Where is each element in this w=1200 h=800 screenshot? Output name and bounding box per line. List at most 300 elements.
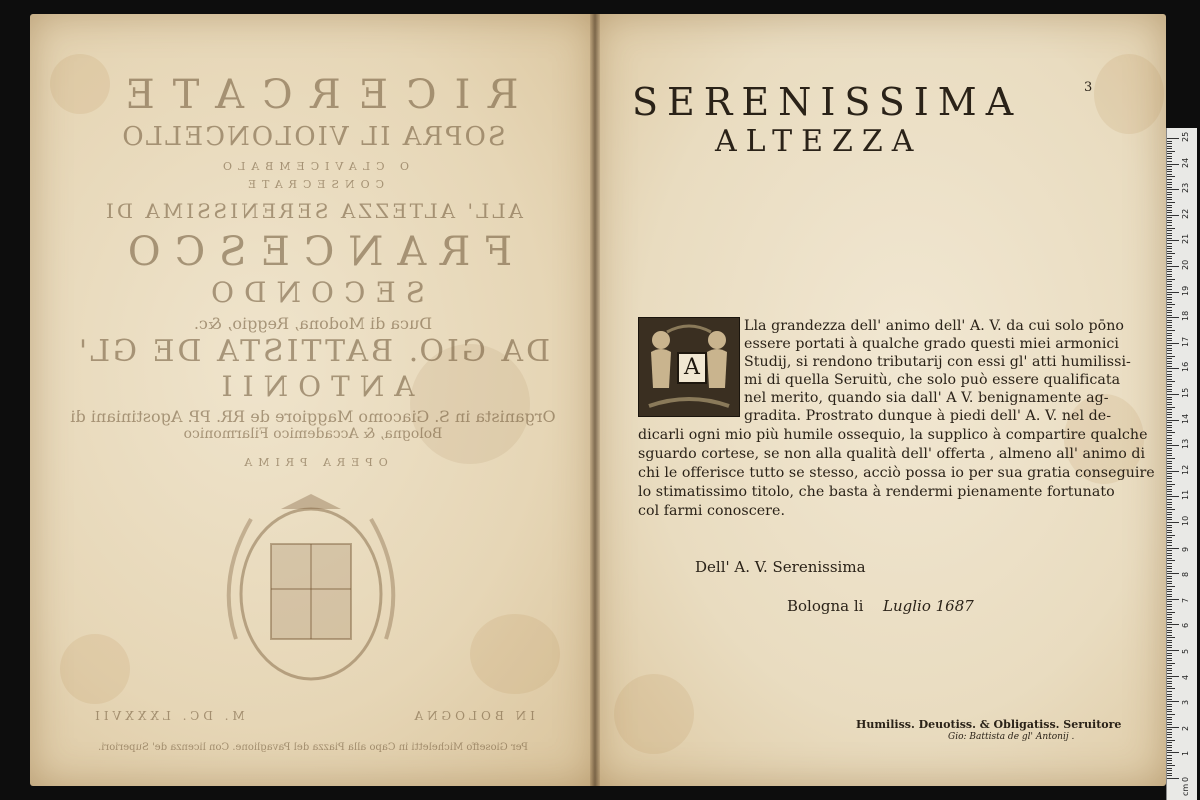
ruler-tick (1167, 368, 1179, 369)
ruler-tick (1167, 294, 1172, 295)
ruler-tick (1167, 258, 1172, 259)
ruler-tick (1167, 205, 1172, 206)
ruler-tick (1167, 481, 1172, 482)
ruler-tick (1167, 653, 1172, 654)
ruler-tick (1167, 612, 1175, 613)
ruler-tick (1167, 591, 1172, 592)
ruler-tick (1167, 394, 1179, 395)
ruler-tick (1167, 414, 1172, 415)
ghost-year: M. DC. LXXXVII (91, 709, 245, 723)
ruler-tick (1167, 747, 1172, 748)
ruler-tick (1167, 263, 1172, 264)
ruler-tick (1167, 727, 1179, 728)
ruler-label: 5 (1181, 648, 1190, 654)
ruler-tick (1167, 545, 1172, 546)
ruler-tick (1167, 279, 1175, 280)
ruler-tick (1167, 327, 1172, 328)
ruler-label: 15 (1181, 387, 1190, 398)
ruler-tick (1167, 630, 1172, 631)
ruler-label: 4 (1181, 674, 1190, 680)
ruler-tick (1167, 768, 1172, 769)
ruler-tick (1167, 699, 1172, 700)
ruler-tick (1167, 179, 1172, 180)
ruler-tick (1167, 407, 1175, 408)
coat-of-arms-icon (196, 489, 426, 689)
ruler-tick (1167, 302, 1172, 303)
ruler-label: 10 (1181, 515, 1190, 526)
ruler-tick (1167, 453, 1172, 454)
ruler-tick (1167, 673, 1172, 674)
ruler-tick (1167, 468, 1172, 469)
ruler-tick (1167, 176, 1175, 177)
ruler-tick (1167, 645, 1172, 646)
ruler-tick (1167, 440, 1172, 441)
ruler-tick (1167, 432, 1175, 433)
book-gutter (590, 14, 600, 786)
ruler-tick (1167, 374, 1172, 375)
ruler-tick (1167, 489, 1172, 490)
ruler-tick (1167, 379, 1172, 380)
ruler-tick (1167, 637, 1175, 638)
ghost-small-line2: CONSECRATE (241, 178, 385, 191)
ruler-tick (1167, 356, 1175, 357)
ruler-label: 13 (1181, 439, 1190, 450)
ruler-tick (1167, 681, 1172, 682)
ghost-title-line1: RICERCATE (107, 72, 519, 118)
body-line: Studij, si rendono tributarij con essi gl' atti humilissi- (744, 354, 1131, 370)
ruler-tick (1167, 169, 1172, 170)
ruler-tick (1167, 512, 1172, 513)
ruler-tick (1167, 701, 1179, 702)
ruler-tick (1167, 366, 1172, 367)
ruler-tick (1167, 555, 1172, 556)
ruler-tick (1167, 665, 1172, 666)
ruler-tick (1167, 535, 1175, 536)
decorated-initial (638, 317, 740, 417)
ruler-tick (1167, 496, 1179, 497)
ruler-tick (1167, 251, 1172, 252)
ruler-tick (1167, 773, 1172, 774)
ghost-author-line1: DA GIO. BATTISTA DE GL' (75, 334, 551, 369)
ruler-tick (1167, 722, 1172, 723)
ruler-tick (1167, 315, 1172, 316)
ruler-tick (1167, 261, 1172, 262)
ruler-tick (1167, 724, 1172, 725)
ruler-tick (1167, 207, 1172, 208)
ruler-tick (1167, 573, 1179, 574)
ruler-label: 24 (1181, 157, 1190, 168)
ruler-tick (1167, 765, 1175, 766)
body-line: essere portati à qualche grado questi miei armonici (744, 336, 1120, 352)
ruler-tick (1167, 532, 1172, 533)
ruler-tick (1167, 601, 1172, 602)
ruler-tick (1167, 566, 1172, 567)
ruler-tick (1167, 194, 1172, 195)
ruler-tick (1167, 668, 1172, 669)
ruler-tick (1167, 274, 1172, 275)
ruler-tick (1167, 576, 1172, 577)
ruler-tick (1167, 530, 1172, 531)
ruler-tick (1167, 594, 1172, 595)
ruler-tick (1167, 581, 1172, 582)
ruler-tick (1167, 691, 1172, 692)
ruler-label: 7 (1181, 597, 1190, 603)
ruler-tick (1167, 596, 1172, 597)
ruler-tick (1167, 299, 1172, 300)
ruler-tick (1167, 560, 1175, 561)
ruler-tick (1167, 709, 1172, 710)
ruler-tick (1167, 158, 1172, 159)
ruler-tick (1167, 143, 1172, 144)
ruler-tick (1167, 750, 1172, 751)
ruler-tick (1167, 542, 1172, 543)
body-line: mi di quella Seruitù, che solo può essere qualificata (744, 372, 1121, 388)
ruler-tick (1167, 317, 1179, 318)
ruler-label: 14 (1181, 413, 1190, 424)
ruler-tick (1167, 240, 1179, 241)
ruler-tick (1167, 642, 1172, 643)
ruler-tick (1167, 619, 1172, 620)
ruler-tick (1167, 220, 1172, 221)
ruler-tick (1167, 519, 1172, 520)
ruler-tick (1167, 304, 1175, 305)
ruler-tick (1167, 371, 1172, 372)
ruler-tick (1167, 409, 1172, 410)
initial-letter: A (677, 352, 707, 384)
ruler-tick (1167, 571, 1172, 572)
show-through-text (30, 14, 596, 786)
ruler-tick (1167, 522, 1179, 523)
ghost-organist-line2: Bologna, & Accademico Filarmonico (183, 426, 443, 442)
ruler-tick (1167, 276, 1172, 277)
ruler-tick (1167, 435, 1172, 436)
ruler-tick (1167, 269, 1172, 270)
ruler-tick (1167, 381, 1175, 382)
ruler-tick (1167, 391, 1172, 392)
ruler-tick (1167, 463, 1172, 464)
ruler-tick (1167, 589, 1172, 590)
ruler-tick (1167, 335, 1172, 336)
ruler-tick (1167, 471, 1179, 472)
ruler-tick (1167, 222, 1172, 223)
ruler-tick (1167, 202, 1175, 203)
page-heading-line1: SERENISSIMA (632, 80, 1023, 124)
ruler-tick (1167, 345, 1172, 346)
ruler-tick (1167, 399, 1172, 400)
ruler-label: 6 (1181, 623, 1190, 629)
ruler-tick (1167, 443, 1172, 444)
ruler-tick (1167, 228, 1175, 229)
ruler-tick (1167, 350, 1172, 351)
ruler-tick (1167, 174, 1172, 175)
ruler-label: 18 (1181, 311, 1190, 322)
ruler-tick (1167, 256, 1172, 257)
ghost-small-line1: O CLAVICEMBALO (217, 160, 409, 173)
ruler-tick (1167, 537, 1172, 538)
ruler-tick (1167, 466, 1172, 467)
ruler-tick (1167, 353, 1172, 354)
page-number: 3 (1084, 80, 1093, 95)
ruler-tick (1167, 614, 1172, 615)
ruler-label: 9 (1181, 546, 1190, 552)
ruler-tick (1167, 778, 1179, 779)
ruler-tick (1167, 307, 1172, 308)
printed-signature: Humiliss. Deuotiss. & Obligatiss. Seruitore (856, 718, 1122, 731)
ruler-tick (1167, 491, 1172, 492)
ghost-dedication: ALL' ALTEZZA SERENISSIMA DI (103, 199, 524, 223)
ruler-tick (1167, 146, 1172, 147)
ruler-tick (1167, 742, 1172, 743)
ruler-tick (1167, 138, 1179, 139)
ruler-tick (1167, 425, 1172, 426)
ruler-tick (1167, 563, 1172, 564)
page-heading-line2: ALTEZZA (715, 124, 923, 159)
ruler-tick (1167, 248, 1172, 249)
ruler-tick (1167, 430, 1172, 431)
ruler-tick (1167, 448, 1172, 449)
ruler-tick (1167, 775, 1172, 776)
ruler-tick (1167, 412, 1172, 413)
ruler-tick (1167, 182, 1172, 183)
ruler-tick (1167, 330, 1175, 331)
ruler-tick (1167, 292, 1179, 293)
ruler-label: 22 (1181, 208, 1190, 219)
handwritten-signature: Gio: Battista de gl' Antonij . (948, 732, 1075, 742)
ruler-tick (1167, 333, 1172, 334)
ruler-tick (1167, 658, 1172, 659)
ruler-tick (1167, 494, 1172, 495)
ruler-tick (1167, 686, 1172, 687)
ruler-tick (1167, 386, 1172, 387)
body-line: gradita. Prostrato dunque à piedi dell' A. V. nel de- (744, 408, 1112, 424)
ruler-tick (1167, 640, 1172, 641)
body-line: nel merito, quando sia dall' A V. benignamente ag- (744, 390, 1109, 406)
ruler-tick (1167, 655, 1172, 656)
ruler-tick (1167, 624, 1179, 625)
ruler-tick (1167, 670, 1172, 671)
ruler-tick (1167, 438, 1172, 439)
ruler-tick (1167, 553, 1172, 554)
ruler-tick (1167, 445, 1179, 446)
ruler-tick (1167, 420, 1179, 421)
ruler-tick (1167, 548, 1179, 549)
ruler-tick (1167, 676, 1179, 677)
ruler-tick (1167, 199, 1172, 200)
ruler-tick (1167, 740, 1175, 741)
ruler-tick (1167, 243, 1172, 244)
ruler-label: 19 (1181, 285, 1190, 296)
ruler-tick (1167, 586, 1175, 587)
ruler-tick (1167, 476, 1172, 477)
body-line: chi le offerisce tutto se stesso, acciò possa io per sua gratia conseguire (638, 465, 1155, 481)
ruler-tick (1167, 647, 1172, 648)
ruler-tick (1167, 161, 1172, 162)
ruler-tick (1167, 734, 1172, 735)
ghost-place-year (30, 709, 596, 723)
ruler-tick (1167, 148, 1172, 149)
ruler-tick (1167, 706, 1172, 707)
ghost-author-line2: ANTONII (211, 370, 415, 403)
ruler-tick (1167, 714, 1175, 715)
ruler-tick (1167, 151, 1175, 152)
ruler-tick (1167, 210, 1172, 211)
ruler-tick (1167, 233, 1172, 234)
ruler-tick (1167, 502, 1172, 503)
ghost-organist-line1: Organista in S. Giacomo Maggiore de RR. PP. Agostiniani di (70, 407, 556, 426)
ruler-label: 23 (1181, 183, 1190, 194)
ruler-tick (1167, 504, 1172, 505)
ruler-tick (1167, 599, 1179, 600)
body-line: col farmi conoscere. (638, 503, 786, 519)
ruler-label: 20 (1181, 259, 1190, 270)
ruler-tick (1167, 455, 1172, 456)
ruler-tick (1167, 694, 1172, 695)
ruler-label: 1 (1181, 751, 1190, 757)
ruler-tick (1167, 499, 1172, 500)
body-line: Lla grandezza dell' animo dell' A. V. da cui solo pōno (744, 318, 1124, 334)
ruler-tick (1167, 627, 1172, 628)
ruler-tick (1167, 166, 1172, 167)
ruler-tick (1167, 558, 1172, 559)
ruler-tick (1167, 711, 1172, 712)
ruler-tick (1167, 606, 1172, 607)
ruler-tick (1167, 238, 1172, 239)
ruler-tick (1167, 289, 1172, 290)
ruler-tick (1167, 427, 1172, 428)
ruler-label: 16 (1181, 362, 1190, 373)
ghost-name-line2: SECONDO (201, 276, 425, 309)
ruler-tick (1167, 397, 1172, 398)
ruler-tick (1167, 171, 1172, 172)
ruler-tick (1167, 404, 1172, 405)
ruler-tick (1167, 246, 1172, 247)
ruler-tick (1167, 527, 1172, 528)
ruler-tick (1167, 507, 1172, 508)
ghost-name-line1: FRANCESCO (113, 229, 513, 275)
ruler-tick (1167, 189, 1179, 190)
ruler-tick (1167, 752, 1179, 753)
ruler-label: 0 (1181, 776, 1190, 782)
ruler-tick (1167, 729, 1172, 730)
ruler-tick (1167, 578, 1172, 579)
ghost-opera: OPERA PRIMA (238, 456, 388, 469)
ruler-tick (1167, 312, 1172, 313)
ruler-tick (1167, 635, 1172, 636)
ruler-tick (1167, 358, 1172, 359)
ruler-tick (1167, 363, 1172, 364)
ruler-tick (1167, 622, 1172, 623)
ruler-tick (1167, 253, 1175, 254)
ruler-tick (1167, 688, 1175, 689)
ruler-tick (1167, 678, 1172, 679)
date-line: Luglio 1687 (883, 597, 974, 615)
ghost-place: IN BOLOGNA (410, 709, 535, 723)
ruler-tick (1167, 517, 1172, 518)
ruler-tick (1167, 197, 1172, 198)
ruler-tick (1167, 632, 1172, 633)
ruler-tick (1167, 164, 1179, 165)
ghost-imprint: Per Gioseffo Micheletti in Capo alla Piazza del Pavaglione. Con licenza de' Superiori. (98, 742, 528, 753)
ruler-tick (1167, 737, 1172, 738)
ruler-tick (1167, 212, 1172, 213)
ruler-tick (1167, 478, 1172, 479)
ruler-label: 25 (1181, 131, 1190, 142)
ruler-tick (1167, 215, 1179, 216)
ruler-tick (1167, 450, 1172, 451)
ruler-tick (1167, 550, 1172, 551)
ruler-tick (1167, 184, 1172, 185)
ruler-tick (1167, 719, 1172, 720)
ruler-label: 21 (1181, 234, 1190, 245)
ruler-tick (1167, 461, 1172, 462)
ruler-tick (1167, 389, 1172, 390)
ruler-tick (1167, 696, 1172, 697)
ruler-label: 11 (1181, 490, 1190, 501)
ruler-tick (1167, 617, 1172, 618)
ruler-tick (1167, 760, 1172, 761)
ruler-tick (1167, 763, 1172, 764)
ruler-tick (1167, 141, 1172, 142)
ruler-label: 12 (1181, 464, 1190, 475)
closing-line: Dell' A. V. Serenissima (695, 558, 866, 576)
ruler-tick (1167, 284, 1172, 285)
ruler-tick (1167, 683, 1172, 684)
ruler-tick (1167, 514, 1172, 515)
ruler-tick (1167, 473, 1172, 474)
body-line: sguardo cortese, se non alla qualità dell' offerta , almeno all' animo di (638, 446, 1146, 462)
ruler-tick (1167, 402, 1172, 403)
ruler-tick (1167, 343, 1179, 344)
ruler-tick (1167, 192, 1172, 193)
ruler-tick (1167, 225, 1172, 226)
ruler-tick (1167, 322, 1172, 323)
ruler-tick (1167, 525, 1172, 526)
ruler-tick (1167, 384, 1172, 385)
ruler-label: 2 (1181, 725, 1190, 731)
ruler-tick (1167, 235, 1172, 236)
ruler-tick (1167, 286, 1172, 287)
ruler-tick (1167, 758, 1172, 759)
ruler-tick (1167, 509, 1175, 510)
ruler-unit: cm (1181, 783, 1190, 796)
ruler-tick (1167, 755, 1172, 756)
ruler-tick (1167, 458, 1175, 459)
ruler-tick (1167, 770, 1172, 771)
ruler-tick (1167, 325, 1172, 326)
ruler-tick (1167, 732, 1172, 733)
ruler-tick (1167, 153, 1172, 154)
ruler-tick (1167, 568, 1172, 569)
ruler-tick (1167, 663, 1175, 664)
ruler-tick (1167, 650, 1179, 651)
ruler-label: 8 (1181, 572, 1190, 578)
ruler-tick (1167, 187, 1172, 188)
ruler-tick (1167, 486, 1172, 487)
ruler-tick (1167, 348, 1172, 349)
ruler-tick (1167, 340, 1172, 341)
ruler-tick (1167, 156, 1172, 157)
ghost-duca: Duca di Modona, Reggio, &c. (193, 314, 433, 333)
ruler-tick (1167, 230, 1172, 231)
ruler-tick (1167, 338, 1172, 339)
ruler-tick (1167, 297, 1172, 298)
ruler-tick (1167, 417, 1172, 418)
ghost-title-line2: SOPRA IL VIOLONCELLO (120, 122, 506, 152)
ruler-tick (1167, 422, 1172, 423)
ruler-tick (1167, 376, 1172, 377)
ruler-tick (1167, 320, 1172, 321)
ruler-tick (1167, 310, 1172, 311)
